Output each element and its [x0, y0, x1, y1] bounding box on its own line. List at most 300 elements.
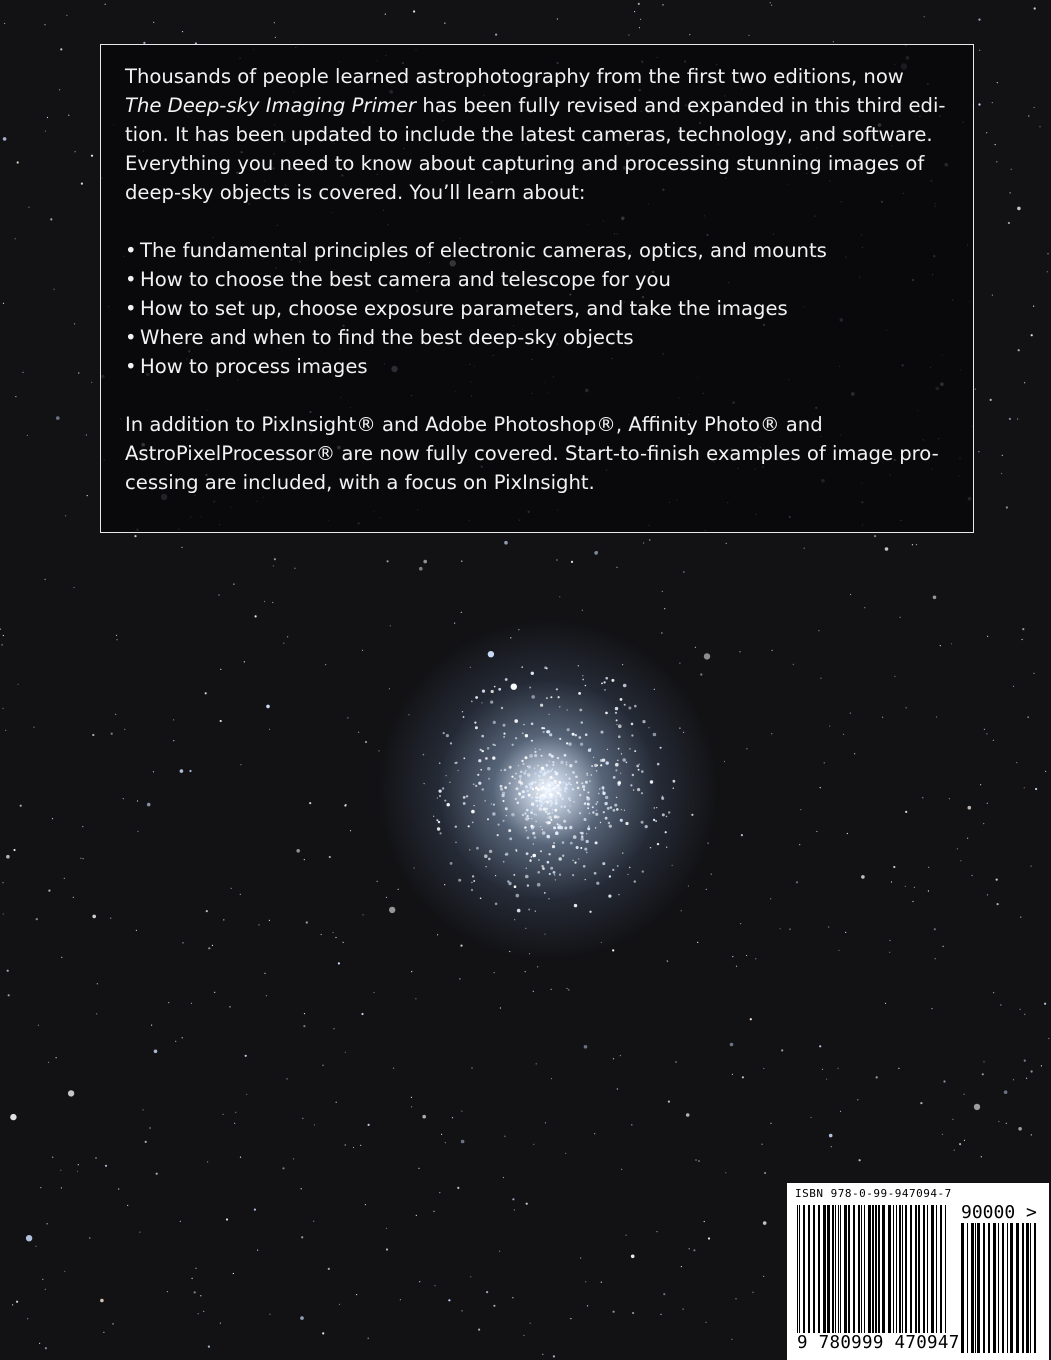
star — [675, 1061, 676, 1062]
cluster-star — [439, 762, 441, 764]
cluster-star — [617, 760, 618, 761]
bullet-marker: • — [125, 355, 137, 378]
cluster-star — [531, 803, 534, 806]
star — [1033, 306, 1034, 307]
star — [954, 1150, 955, 1151]
cluster-star — [480, 749, 482, 751]
cluster-star — [528, 909, 530, 911]
star — [118, 1188, 119, 1189]
barcode-bar — [797, 1205, 798, 1333]
star — [942, 1134, 943, 1135]
cluster-star — [520, 771, 523, 774]
star — [681, 910, 682, 911]
star — [1006, 506, 1008, 508]
cluster-star — [478, 782, 481, 785]
star — [542, 1354, 543, 1355]
star — [634, 11, 635, 12]
star — [1041, 1065, 1042, 1066]
cluster-star — [474, 805, 475, 806]
star — [87, 495, 88, 496]
barcode-bar — [823, 1205, 826, 1333]
cluster-star — [583, 789, 585, 791]
star — [526, 1203, 528, 1205]
cluster-star — [566, 742, 568, 744]
star — [566, 988, 567, 989]
star — [796, 881, 798, 883]
star — [934, 928, 936, 930]
cluster-star — [514, 719, 518, 723]
star — [124, 729, 125, 730]
star — [811, 1117, 812, 1118]
cluster-star — [562, 855, 564, 857]
star — [967, 838, 968, 839]
closing-line: AstroPixelProcessor® are now fully covered. Start-to-finish examples of image pro- — [125, 442, 939, 465]
star — [214, 992, 215, 993]
star — [533, 991, 534, 992]
cluster-star — [532, 809, 533, 810]
cluster-star — [574, 862, 576, 864]
star — [17, 161, 19, 163]
cluster-star — [504, 786, 507, 789]
star — [151, 1025, 152, 1026]
cluster-star — [555, 796, 556, 797]
star — [648, 727, 649, 728]
cluster-star — [500, 770, 502, 772]
cluster-star — [602, 791, 604, 793]
star — [1024, 1060, 1026, 1062]
star — [73, 897, 74, 898]
cluster-star — [472, 822, 474, 824]
cluster-star — [566, 792, 567, 793]
star — [18, 684, 19, 685]
star — [820, 678, 821, 679]
star — [189, 770, 191, 772]
cluster-star — [596, 770, 598, 772]
star — [510, 637, 511, 638]
star — [1024, 1014, 1025, 1015]
cluster-star — [592, 806, 594, 808]
cluster-star — [466, 795, 468, 797]
cluster-star — [515, 773, 517, 775]
barcode-bar — [1007, 1223, 1008, 1353]
star — [422, 1115, 426, 1119]
cluster-star — [531, 797, 533, 799]
star — [551, 989, 552, 990]
cluster-star — [553, 826, 556, 829]
star — [559, 706, 560, 707]
star — [486, 866, 487, 867]
cluster-star — [585, 781, 588, 784]
barcode-bar — [931, 1205, 934, 1333]
cluster-star — [560, 761, 563, 764]
star — [192, 1278, 193, 1279]
star — [957, 848, 958, 849]
cluster-star — [525, 756, 528, 759]
star — [408, 714, 409, 715]
cluster-star — [471, 882, 472, 883]
cluster-star — [551, 819, 553, 821]
star — [730, 1043, 734, 1047]
cluster-star — [516, 787, 519, 790]
star — [951, 643, 952, 644]
star — [240, 894, 241, 895]
star — [949, 798, 950, 799]
star — [741, 834, 743, 836]
star — [454, 623, 455, 624]
cluster-star — [597, 801, 599, 803]
cluster-star — [436, 819, 438, 821]
star — [706, 889, 707, 890]
star — [831, 1146, 832, 1147]
barcode-bar — [893, 1205, 894, 1333]
barcode-bar — [998, 1223, 999, 1353]
cluster-star — [629, 867, 631, 869]
star — [33, 727, 34, 728]
star — [95, 1157, 96, 1158]
cluster-star — [650, 780, 653, 783]
barcode-bar — [864, 1205, 865, 1333]
cluster-star — [610, 806, 613, 809]
cluster-star — [559, 738, 561, 740]
cluster-star — [586, 833, 587, 834]
star — [700, 673, 702, 675]
cluster-star — [505, 854, 507, 856]
isbn-barcode — [787, 1183, 1049, 1360]
barcode-bar — [983, 1223, 985, 1353]
star — [898, 1068, 899, 1069]
star — [134, 535, 136, 537]
star — [461, 1140, 465, 1144]
star — [208, 947, 210, 949]
star — [223, 919, 224, 920]
star — [632, 1312, 634, 1314]
star — [493, 1305, 495, 1307]
star — [52, 818, 53, 819]
star — [234, 1123, 235, 1124]
cluster-star — [572, 733, 575, 736]
cluster-star — [554, 790, 557, 793]
cluster-star — [491, 803, 492, 804]
cluster-star — [632, 774, 634, 776]
star — [982, 1073, 984, 1075]
star — [91, 155, 93, 157]
cluster-star — [554, 780, 557, 783]
cluster-star — [588, 826, 589, 827]
cluster-star — [528, 783, 531, 786]
star — [322, 1065, 323, 1066]
star — [269, 729, 270, 730]
cluster-star — [641, 770, 644, 773]
cluster-star — [562, 841, 565, 844]
cluster-star — [534, 781, 536, 783]
star — [45, 579, 46, 580]
star — [207, 1161, 208, 1162]
star — [924, 16, 925, 17]
star — [419, 567, 423, 571]
star — [663, 1293, 665, 1295]
cluster-star — [503, 724, 506, 727]
star — [458, 770, 459, 771]
cluster-star — [478, 759, 481, 762]
barcode-bar — [923, 1205, 925, 1333]
star — [1013, 686, 1014, 687]
star — [246, 1094, 247, 1095]
star — [952, 1119, 953, 1120]
star — [385, 14, 386, 15]
star — [287, 636, 288, 637]
star — [353, 1147, 354, 1148]
ean-digits: 9 780999 470947 — [797, 1333, 960, 1353]
cluster-star — [488, 778, 490, 780]
cluster-star — [447, 803, 450, 806]
bullet-marker: • — [125, 326, 137, 349]
cluster-star — [521, 795, 523, 797]
cluster-star — [463, 796, 466, 799]
cluster-star — [631, 734, 633, 736]
star — [889, 940, 890, 941]
star — [793, 664, 794, 665]
star — [829, 726, 830, 727]
cluster-star — [521, 760, 523, 762]
star — [1024, 382, 1025, 383]
cluster-star — [439, 795, 441, 797]
star — [656, 1231, 657, 1232]
intro-line: deep-sky objects is covered. You’ll learn about: — [125, 181, 586, 204]
cluster-star — [548, 853, 550, 855]
cluster-star — [559, 874, 561, 876]
star — [74, 323, 75, 324]
cluster-star — [519, 794, 521, 796]
cluster-star — [587, 807, 589, 809]
cluster-star — [624, 810, 625, 811]
topic-item — [125, 323, 949, 352]
cluster-star — [549, 793, 553, 797]
cluster-star — [575, 760, 578, 763]
cluster-star — [539, 796, 541, 798]
star — [386, 897, 387, 898]
cluster-star — [642, 870, 644, 872]
cluster-star — [514, 885, 517, 888]
star — [387, 560, 389, 562]
star — [7, 970, 9, 972]
star — [8, 994, 10, 996]
star — [52, 1157, 53, 1158]
cluster-star — [525, 875, 529, 879]
star — [1026, 1078, 1027, 1079]
star — [182, 1037, 183, 1038]
cluster-star — [553, 842, 555, 844]
cluster-star — [549, 798, 551, 800]
cluster-star — [553, 871, 556, 874]
star — [1022, 628, 1024, 630]
star — [356, 1294, 357, 1295]
cluster-star — [475, 696, 478, 699]
cluster-star — [524, 812, 526, 814]
cluster-star — [585, 879, 586, 880]
cluster-star — [509, 766, 512, 769]
cluster-star — [433, 816, 434, 817]
star — [726, 543, 727, 544]
star — [582, 675, 583, 676]
cluster-star — [550, 770, 552, 772]
barcode-bar — [888, 1205, 891, 1333]
cluster-star — [474, 722, 476, 724]
star — [621, 1169, 622, 1170]
star — [672, 865, 673, 866]
star — [328, 1268, 330, 1270]
cluster-star — [498, 824, 500, 826]
star — [525, 928, 526, 929]
cluster-star — [589, 911, 591, 913]
cluster-star — [564, 827, 567, 830]
cluster-star — [542, 867, 545, 870]
cluster-star — [629, 748, 630, 749]
description-panel — [100, 44, 974, 533]
star — [36, 918, 38, 920]
star — [97, 983, 98, 984]
cluster-star — [581, 838, 584, 841]
topic-text: Where and when to find the best deep-sky objects — [140, 326, 634, 349]
cluster-star — [618, 735, 621, 738]
star — [368, 1124, 370, 1126]
star — [770, 1123, 771, 1124]
star — [742, 1076, 744, 1078]
cluster-star — [522, 791, 524, 793]
cluster-star — [515, 737, 517, 739]
cluster-star — [639, 764, 640, 765]
cluster-star — [552, 809, 553, 810]
barcode-bar — [868, 1205, 871, 1333]
cluster-star — [554, 809, 557, 812]
cluster-star — [668, 811, 670, 813]
star — [894, 676, 895, 677]
star — [50, 218, 52, 220]
star — [470, 667, 471, 668]
star — [154, 1050, 158, 1054]
cluster-star — [515, 798, 517, 800]
star — [386, 1248, 388, 1250]
cluster-star — [587, 803, 590, 806]
cluster-star — [578, 692, 581, 695]
isbn-label: ISBN 978-0-99-947094-7 — [795, 1187, 952, 1200]
barcode-bar — [918, 1205, 920, 1333]
cluster-star — [489, 850, 492, 853]
star — [274, 558, 276, 560]
star — [180, 1221, 181, 1222]
star — [772, 650, 773, 651]
cluster-star — [450, 742, 452, 744]
cluster-star — [607, 807, 610, 810]
star — [3, 303, 4, 304]
star — [345, 1052, 346, 1053]
star — [983, 1061, 984, 1062]
star — [799, 844, 800, 845]
star — [679, 663, 680, 664]
cluster-star — [611, 679, 614, 682]
star — [361, 1013, 363, 1015]
star — [697, 942, 698, 943]
barcode-bar — [967, 1223, 968, 1353]
star — [91, 382, 92, 383]
cluster-star — [548, 816, 551, 819]
star — [847, 833, 848, 834]
cluster-star — [541, 788, 543, 790]
star — [622, 664, 623, 665]
topic-item — [125, 294, 949, 323]
cluster-star — [585, 685, 587, 687]
cluster-star — [534, 813, 536, 815]
star — [705, 1322, 706, 1323]
star — [362, 650, 363, 651]
cluster-star — [547, 817, 548, 818]
cluster-star — [578, 665, 579, 666]
cluster-star — [552, 812, 553, 813]
cluster-star — [523, 772, 526, 775]
cluster-star — [488, 858, 491, 861]
cluster-star — [601, 683, 603, 685]
star — [240, 764, 241, 765]
cluster-star — [608, 895, 611, 898]
star — [820, 787, 821, 788]
cluster-star — [567, 809, 569, 811]
star — [964, 1094, 965, 1095]
star — [681, 1266, 682, 1267]
star — [816, 831, 817, 832]
star — [461, 561, 462, 562]
barcode-bar — [1022, 1223, 1024, 1353]
star — [533, 1144, 534, 1145]
star — [631, 1124, 632, 1125]
star — [322, 1332, 324, 1334]
star — [471, 1067, 472, 1068]
cluster-star — [530, 859, 532, 861]
cluster-star — [583, 865, 586, 868]
star — [433, 1211, 434, 1212]
cluster-star — [534, 751, 536, 753]
cluster-star — [557, 826, 561, 830]
cluster-star — [463, 757, 465, 759]
cluster-star — [531, 695, 535, 699]
cluster-star — [505, 807, 508, 810]
cluster-star — [542, 831, 546, 835]
star — [78, 372, 79, 373]
cluster-star — [545, 811, 548, 814]
star — [26, 1235, 32, 1241]
star — [300, 1316, 304, 1320]
star — [587, 1305, 588, 1306]
cluster-star — [580, 832, 582, 834]
cluster-star — [561, 788, 562, 789]
cluster-star — [546, 801, 549, 804]
star — [1009, 418, 1011, 420]
star — [570, 1318, 571, 1319]
cluster-star — [529, 754, 533, 758]
star — [906, 707, 907, 708]
star — [296, 849, 300, 853]
star — [156, 1173, 158, 1175]
star — [620, 1055, 621, 1056]
star — [136, 930, 137, 931]
cluster-star — [550, 796, 553, 799]
star — [212, 945, 213, 946]
star — [446, 775, 447, 776]
star — [1018, 349, 1020, 351]
star — [983, 823, 984, 824]
cluster-star — [526, 809, 529, 812]
star — [15, 238, 16, 239]
star — [266, 995, 267, 996]
cluster-star — [570, 842, 573, 845]
